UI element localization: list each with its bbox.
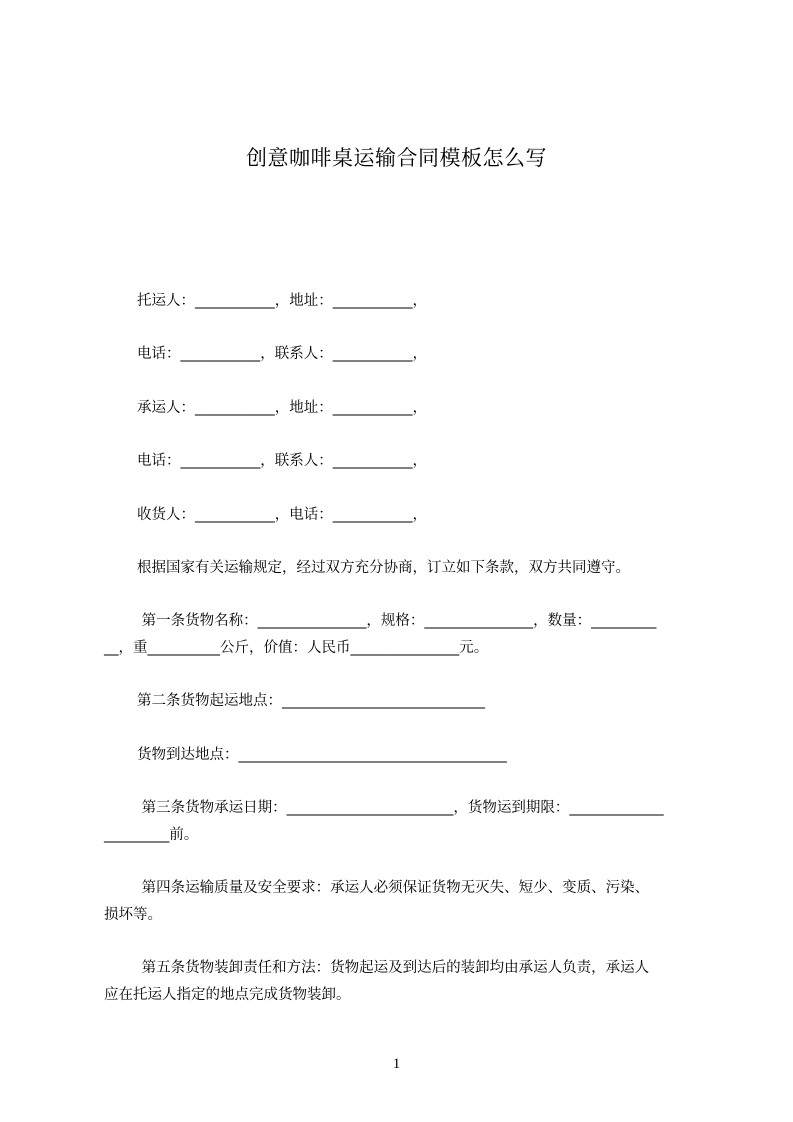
shipper-line: 托运人：___________，地址：___________，: [137, 293, 427, 309]
carrier-phone-line: 电话：___________，联系人：___________，: [137, 453, 427, 469]
preamble-paragraph: 根据国家有关运输规定，经过双方充分协商，订立如下条款，双方共同遵守。: [137, 560, 630, 576]
article-3-line-1: 第三条货物承运日期：_______________________，货物运到期限：_____________: [137, 800, 664, 816]
shipper-phone-line: 电话：___________，联系人：___________，: [137, 346, 427, 362]
article-1-line-2: __，重__________公斤，价值：人民币_______________元。: [104, 640, 489, 656]
page-number: 1: [392, 1056, 401, 1072]
article-1-line-1: 第一条货物名称：_______________，规格：_______________，数量：_________: [137, 613, 657, 629]
article-4-line-1: 第四条运输质量及安全要求：承运人必须保证货物无灭失、短少、变质、污染、: [137, 880, 650, 896]
document-title: 创意咖啡桌运输合同模板怎么写: [246, 146, 547, 170]
article-5-line-2: 应在托运人指定的地点完成货物装卸。: [104, 987, 351, 1003]
article-2-paragraph: 第二条货物起运地点：____________________________: [137, 693, 485, 709]
article-4-line-2: 损坏等。: [104, 907, 162, 923]
carrier-line: 承运人：___________，地址：___________，: [137, 400, 427, 416]
article-5-line-1: 第五条货物装卸责任和方法：货物起运及到达后的装卸均由承运人负责，承运人: [137, 960, 650, 976]
destination-paragraph: 货物到达地点：_____________________________________: [137, 747, 507, 763]
article-3-line-2: _________前。: [104, 827, 199, 843]
consignee-line: 收货人：___________，电话：___________，: [137, 507, 427, 523]
